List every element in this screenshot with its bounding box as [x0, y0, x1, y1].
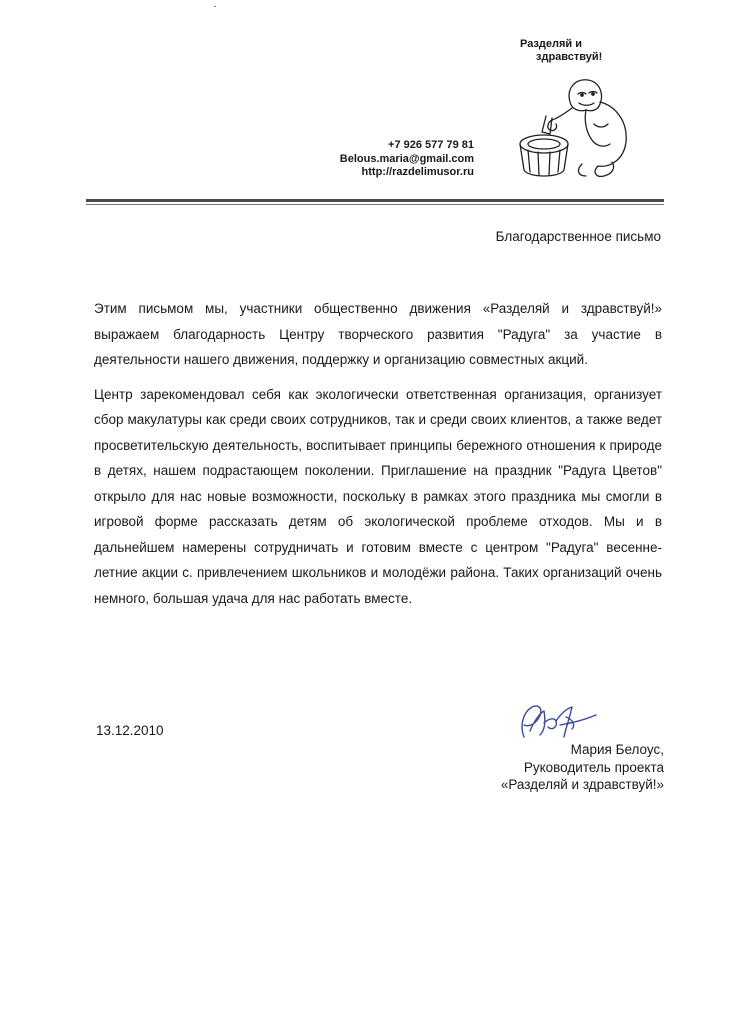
letter-date: 13.12.2010 — [96, 723, 164, 738]
contacts-block — [340, 139, 474, 180]
signer-block — [501, 741, 664, 794]
letter-paragraph-1: Этим письмом мы, участники общественно движения «Разделяй и здравствуй!» выражаем благодарность Центру творческого развития "Радуга" за участие в деятельности нашего движения, поддержку и организацию совместных акций. — [94, 301, 662, 367]
logo-line-1: Разделяй и — [520, 38, 582, 50]
signer-name: Мария Белоус, — [570, 742, 664, 757]
header-divider-thin — [86, 204, 664, 205]
handwritten-signature-icon — [510, 697, 602, 743]
contact-site[interactable]: http://razdelimusor.ru — [361, 166, 474, 178]
logo-line-2: здравствуй! — [536, 51, 603, 63]
gorilla-recycling-logo-icon — [512, 72, 640, 184]
signer-project: «Разделяй и здравствуй!» — [500, 777, 664, 792]
letter-title: Благодарственное письмо — [495, 229, 661, 244]
contact-phone: +7 926 577 79 81 — [388, 139, 474, 151]
contact-email[interactable]: Belous.maria@gmail.com — [339, 152, 474, 165]
logo-text — [520, 38, 602, 64]
letter-body — [94, 296, 662, 620]
scan-speck — [214, 6, 216, 7]
signer-role: Руководитель проекта — [523, 759, 664, 775]
header-divider-thick — [86, 199, 664, 202]
letter-paragraph-2: Центр зарекомендовал себя как экологически ответственная организация, организует сбор макулатуры как среди своих сотрудников, так и среди своих клиентов, а также ведет просветительскую деятельность, воспитывает принципы бережного отношения к природе в детях, нашем подрастающем поколении. Приглашение на праздник "Радуга Цветов" открыло для нас новые возможности, поскольку в рамках этого праздника мы смогли в игровой форме рассказать детям об экологической проблеме отходов. Мы и в дальнейшем намерены сотрудничать и готовим вместе с центром "Радуга" весенне-летние акции с. привлечением школьников и молодёжи района. Таких организаций очень немного, большая удача для нас работать вместе. — [94, 386, 662, 606]
